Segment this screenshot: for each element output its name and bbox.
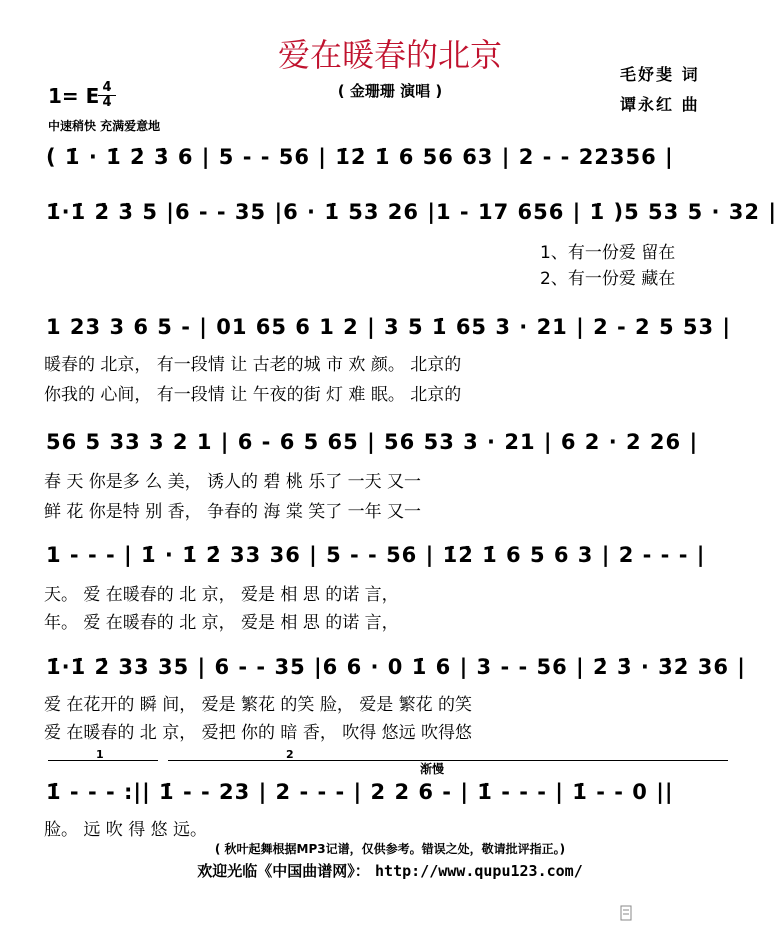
intro-lyric-v2: 2、有一份爱 藏在 [540,269,676,289]
meter-top: 4 [102,80,112,95]
lyric-row-6-v1: 爱 在花开的 瞬 间， 爱是 繁花 的笑 脸， 爱是 繁花 的笑 [44,695,473,715]
lyric-row-3-v2: 你我的 心间， 有一段情 让 午夜的街 灯 难 眠。 北京的 [44,385,462,405]
score-row-5: 1 - - - | 1̇ · 1̇ 2̇ 33 36 | 5 - - 56 | 1̇2̇ 1̇ 6 5 6 3 | 2 - - - | [46,543,706,567]
composer-credit: 谭永红 曲 [620,95,700,114]
site-footer [0,860,780,881]
tempo-marking: 中速稍快 充满爱意地 [48,119,161,133]
corner-mark-icon [620,905,634,923]
lyric-row-4-v1: 春 天 你是多 么 美， 诱人的 碧 桃 乐了 一天 又一 [44,472,422,492]
lyricist-credit: 毛妤斐 词 [620,65,700,84]
score-row-6: 1̇·1̇ 2̇ 33 35 | 6 - - 35 |6 6 · 0 1̇ 6 | 3 - - 56 | 2̇ 3̇ · 3̇2̇ 36 | [46,655,746,679]
lyric-row-4-v2: 鲜 花 你是特 别 香， 争春的 海 棠 笑了 一年 又一 [44,502,422,522]
lyric-row-5-v2: 年。 爱 在暖春的 北 京， 爱是 相 思 的诺 言， [44,613,399,633]
singer-credit: ( 金珊珊 演唱 ) [337,82,443,100]
meter-bottom: 4 [98,95,116,110]
score-row-2: 1̇·1̇ 2̇ 3̇ 5 |6 - - 35 |6 · 1̇ 53 26 |1 - 17 656 | 1̇ )5 53 5 · 32 | [46,200,778,224]
time-signature [98,81,116,110]
intro-lyric-v1: 1、有一份爱 留在 [540,243,676,263]
score-row-1: ( 1̇ · 1̇ 2̇ 3̇ 6 | 5 - - 56 | 1̇2̇ 1̇ 6 56 63 | 2 - - 22356 | [46,145,674,169]
score-row-7: 1̇ - - - :|| 1̇ - - 23 | 2 - - - | 2 2 6 - | 1̇ - - - | 1̇ - - 0 || [46,780,674,804]
welcome-text: 欢迎光临《中国曲谱网》： [197,862,370,880]
volta-1-number: 1 [96,748,104,761]
lyric-row-7: 脸。 远 吹 得 悠 远。 [44,820,208,840]
lyric-row-5-v1: 天。 爱 在暖春的 北 京， 爱是 相 思 的诺 言， [44,585,399,605]
volta-bracket-2 [168,760,728,761]
site-url-link[interactable]: http://www.qupu123.com/ [375,862,583,880]
transcription-note: ( 秋叶起舞根据MP3记谱，仅供参考。错误之处，敬请批评指正。) [214,842,566,856]
lyric-row-3-v1: 暖春的 北京， 有一段情 让 古老的城 市 欢 颜。 北京的 [44,355,462,375]
score-row-3: 1 23 3 6 5 - | 01 65 6 1 2 | 3 5 1̇ 65 3 · 21 | 2 - 2 5 53 | [46,315,732,339]
key-signature: 1= E [48,84,100,108]
volta-2-number: 2 [286,748,294,761]
lyric-row-6-v2: 爱 在暖春的 北 京， 爱把 你的 暗 香， 吹得 悠远 吹得悠 [44,723,473,743]
score-row-4: 56 5 33 3 2 1 | 6 - 6 5 65 | 56 53 3 · 21 | 6 2 · 2 26 | [46,430,699,454]
song-title: 爱在暖春的北京 [277,36,502,74]
ritardando-marking: 渐慢 [420,762,445,776]
